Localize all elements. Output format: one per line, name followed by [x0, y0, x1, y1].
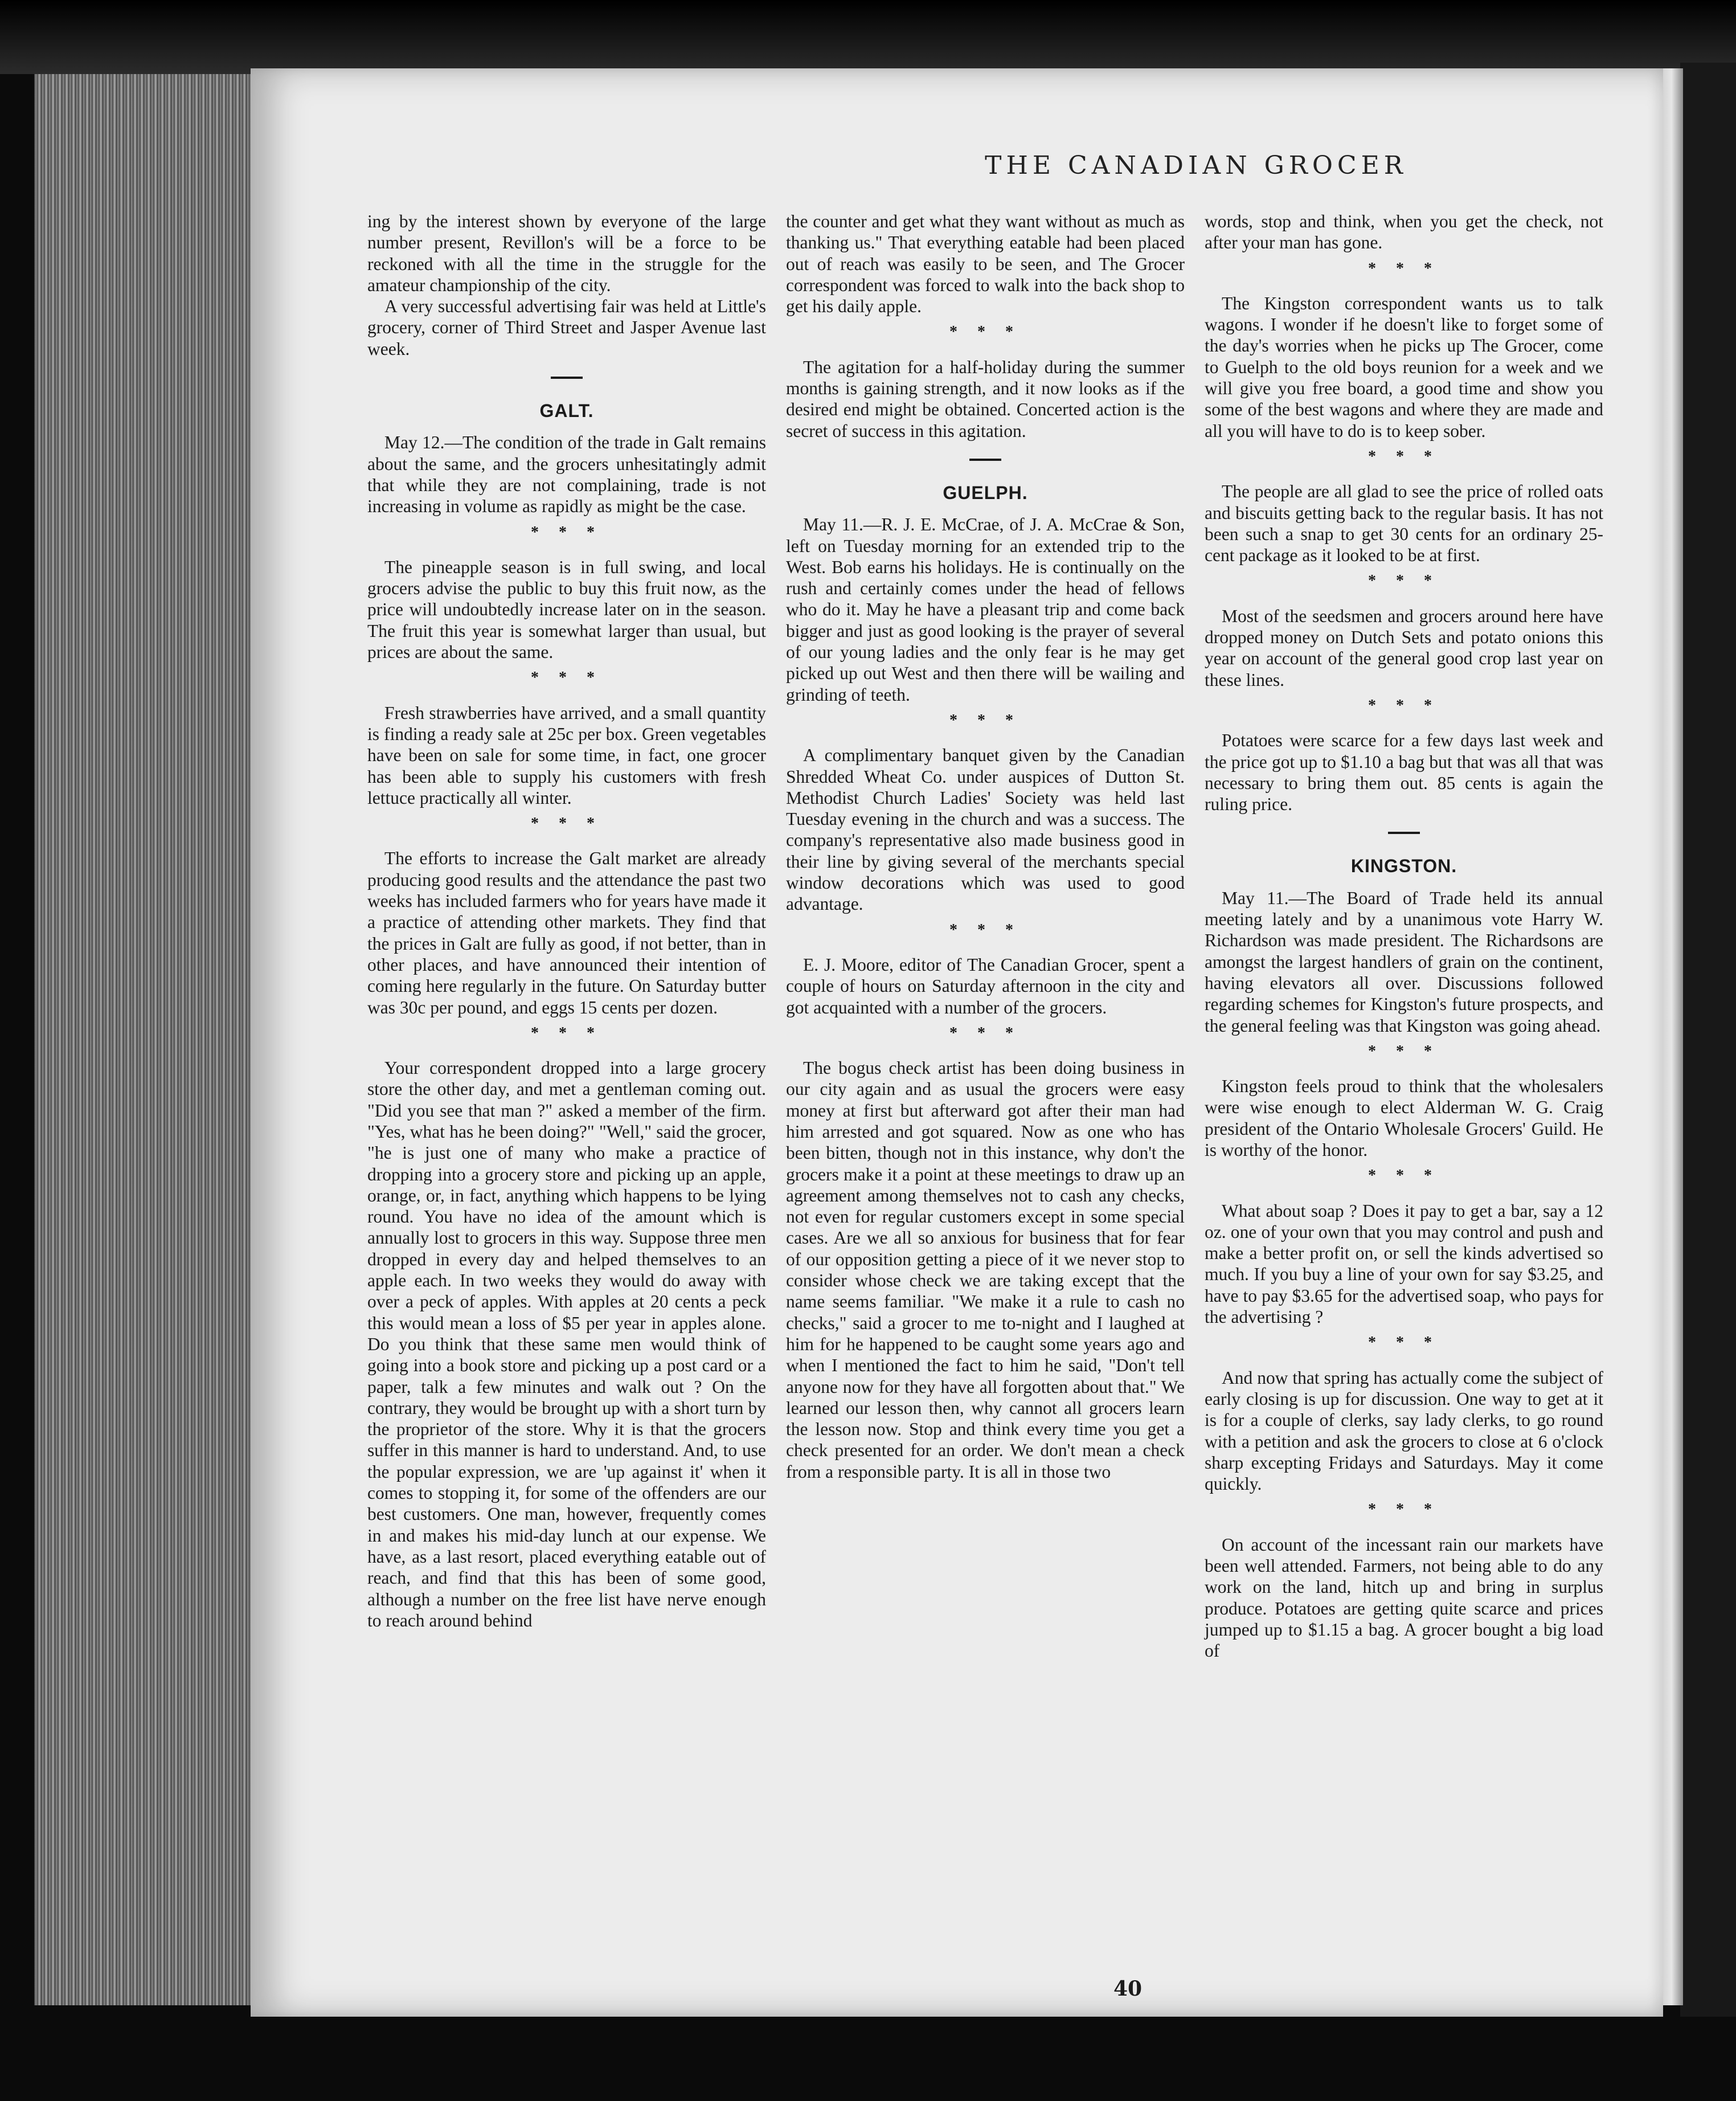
asterism: * * * — [1368, 1501, 1440, 1519]
column-3 — [1205, 211, 1603, 1662]
paragraph: Fresh strawberries have arrived, and a small quantity is finding a ready sale at 25c per box. Green vegetables have been on sale for some time, in fact, one grocer has been able to supply his customers with fresh lettuce practically all winter. — [367, 702, 766, 808]
section-rule — [969, 459, 1001, 461]
asterism: * * * — [1368, 1167, 1440, 1185]
asterism: * * * — [1368, 696, 1440, 714]
paragraph: A very successful advertising fair was held at Little's grocery, corner of Third Street and Jasper Avenue last week. — [367, 296, 766, 359]
paragraph: What about soap ? Does it pay to get a bar, say a 12 oz. one of your own that you may control and push and make a better profit on, or sell the kinds advertised so much. If you buy a line of your own for say $3.25, and have to pay $3.65 for the advertised soap, who pays for the advertising ? — [1205, 1200, 1603, 1327]
asterism: * * * — [1368, 1042, 1440, 1060]
paragraph: the counter and get what they want without as much as thanking us." That everything eatable had been placed out of reach was easily to be seen, and The Grocer correspondent was forced to walk into the back shop to get his daily apple. — [786, 211, 1185, 317]
asterism: * * * — [949, 921, 1021, 939]
paragraph: The efforts to increase the Galt market are already producing good results and the attendance the past two weeks has included farmers who for years have made it a practice of attending other markets. They find that the prices in Galt are fully as good, if not better, than in other places, and have announced their intention of coming here regularly in the future. On Saturday butter was 30c per pound, and eggs 15 cents per dozen. — [367, 848, 766, 1017]
asterism: * * * — [531, 1024, 603, 1042]
paragraph: May 11.—The Board of Trade held its annual meeting lately and by a unanimous vote Harry W. Richardson was made president. The Richardsons are amongst the largest handlers of grain on the continent, having elevators all over. Discussions followed regarding schemes for Kingston's future prospects, and the general feeling was that Kingston was going ahead. — [1205, 888, 1603, 1036]
paragraph: The Kingston correspondent wants us to talk wagons. I wonder if he doesn't like to forget some of the day's worries when he picks up The Grocer, come to Guelph to the old boys reunion for a week and we will give you free board, a good time and show you some of the best wagons and where they are made and all you will have to do is to keep sober. — [1205, 293, 1603, 441]
newspaper-page — [251, 68, 1663, 2017]
paragraph: Most of the seedsmen and grocers around here have dropped money on Dutch Sets and potato onions this year on account of the general good crop last year on these lines. — [1205, 606, 1603, 690]
asterism: * * * — [531, 815, 603, 833]
paragraph: Kingston feels proud to think that the wholesalers were wise enough to elect Alderman W. G. Craig president of the Ontario Wholesale Grocers' Guild. He is worthy of the honor. — [1205, 1076, 1603, 1160]
next-page-edge — [1660, 68, 1683, 2005]
paragraph: And now that spring has actually come the subject of early closing is up for discussion. One way to get at it is for a couple of clerks, say lady clerks, to go round with a petition and ask the grocers to close at 6 o'clock sharp excepting Fridays and Saturdays. May it come quickly. — [1205, 1367, 1603, 1494]
paragraph: words, stop and think, when you get the check, not after your man has gone. — [1205, 211, 1603, 253]
paragraph: The pineapple season is in full swing, and local grocers advise the public to buy this fruit now, as the price will undoubtedly increase later on in the season. The fruit this year is somewhat larger than usual, but prices are about the same. — [367, 557, 766, 663]
asterism: * * * — [949, 711, 1021, 729]
scan-right-border — [1680, 63, 1736, 2017]
section-heading-guelph: GUELPH. — [943, 482, 1028, 503]
asterism: * * * — [531, 523, 603, 541]
paragraph: May 12.—The condition of the trade in Galt remains about the same, and the grocers unhesitatingly admit that while they are not complaining, trade is not increasing in volume as rapidly as might be the case. — [367, 432, 766, 517]
column-1 — [367, 211, 766, 1631]
paragraph: May 11.—R. J. E. McCrae, of J. A. McCrae & Son, left on Tuesday morning for an extended trip to the West. Bob earns his holidays. He is continually on the rush and certainly comes under the head of fellows who do it. May he have a pleasant trip and come back bigger and just as good looking is the prayer of several of our young ladies and the only fear is he may get picked up out West and then there will be wailing and grinding of teeth. — [786, 514, 1185, 705]
section-heading-kingston: KINGSTON. — [1350, 856, 1457, 877]
paragraph: Potatoes were scarce for a few days last week and the price got up to $1.10 a bag but that was all that was necessary to bring them out. 85 cents is again the ruling price. — [1205, 730, 1603, 815]
asterism: * * * — [1368, 447, 1440, 465]
column-2 — [786, 211, 1185, 1482]
paragraph: E. J. Moore, editor of The Canadian Grocer, spent a couple of hours on Saturday afternoon in the city and got acquainted with a number of the grocers. — [786, 954, 1185, 1017]
asterism: * * * — [531, 669, 603, 687]
paragraph: Your correspondent dropped into a large grocery store the other day, and met a gentleman coming out. "Did you see that man ?" asked a member of the firm. "Yes, what has he been doing?" "Well," said the grocer, "he is just one of many who make a practice of dropping into a grocery store and picking up an apple, orange, or, in fact, anything which happens to be lying round. You have no idea of the amount which is annually lost to grocers in this way. Suppose three men dropped in every day and helped themselves to an apple each. In two weeks they would do away with over a peck of apples. With apples at 20 cents a peck this would mean a loss of $5 per year in apples alone. Do you think that these same men would think of going into a book store and picking up a post card or a paper, talk a few minutes and walk out ? On the contrary, they would be brought up with a short turn by the proprietor of the store. Why it is that the grocers suffer in this manner is hard to understand. And, to use the popular expression, we are 'up against it' when it comes to stopping it, for some of the offenders are our best customers. One man, however, frequently comes in and makes his mid-day lunch at our expense. We have, as a last resort, placed everything eatable out of reach, and find that this has been of some good, although a number on the free list have nerve enough to reach around behind — [367, 1058, 766, 1630]
section-rule — [551, 377, 583, 379]
asterism: * * * — [949, 323, 1021, 341]
paragraph: A complimentary banquet given by the Canadian Shredded Wheat Co. under auspices of Dutton St. Methodist Church Ladies' Society was held last Tuesday evening in the church and was a success. The company's representative also made business good in their line by giving several of the merchants special window decorations which was used to good advantage. — [786, 745, 1185, 914]
asterism: * * * — [1368, 259, 1440, 277]
section-heading-galt: GALT. — [539, 400, 594, 422]
paragraph: On account of the incessant rain our markets have been well attended. Farmers, not being able to do any work on the land, hitch up and bring in surplus produce. Potatoes are getting quite scarce and prices jumped up to $1.15 a bag. A grocer bought a big load of — [1205, 1534, 1603, 1661]
asterism: * * * — [949, 1024, 1021, 1042]
asterism: * * * — [1368, 1334, 1440, 1352]
paragraph: The agitation for a half-holiday during the summer months is gaining strength, and it now looks as if the desired end might be obtained. Concerted action is the secret of success in this agitation. — [786, 357, 1185, 441]
page-number: 40 — [1113, 1977, 1143, 2001]
paragraph: The bogus check artist has been doing business in our city again and as usual the grocers were easy money at first but afterward got after their man had him arrested and got squared. Now as one who has been bitten, though not in this instance, why don't the grocers make it a point at these meetings to draw up an agreement among themselves not to cash any checks, not even for regular customers except in some special cases. Are we all so anxious for business that for fear of our opposition getting a piece of it we never stop to consider whose check we are taking except that the name seems familiar. "We make it a rule to cash no checks," said a grocer to me to-night and I laughed at him for he happened to be caught some years ago and when I mentioned the fact to him he said, "Don't tell anyone now for they have all forgotten about that." We learned our lesson then, why cannot all grocers learn the lesson now. Stop and think every time you get a check presented for an order. We don't mean a check from a responsible party. It is all in those two — [786, 1058, 1185, 1482]
scan-top-shadow — [0, 0, 1736, 74]
running-header: THE CANADIAN GROCER — [985, 151, 1407, 180]
paragraph: The people are all glad to see the price of rolled oats and biscuits getting back to the regular basis. It has not been such a snap to get 30 cents for an ordinary 25-cent package as it looked to be at first. — [1205, 481, 1603, 566]
paragraph: ing by the interest shown by everyone of the large number present, Revillon's will be a force to be reckoned with all the time in the struggle for the amateur championship of the city. — [367, 211, 766, 295]
section-rule — [1388, 832, 1420, 834]
asterism: * * * — [1368, 572, 1440, 590]
book-page-edges — [34, 74, 251, 2005]
